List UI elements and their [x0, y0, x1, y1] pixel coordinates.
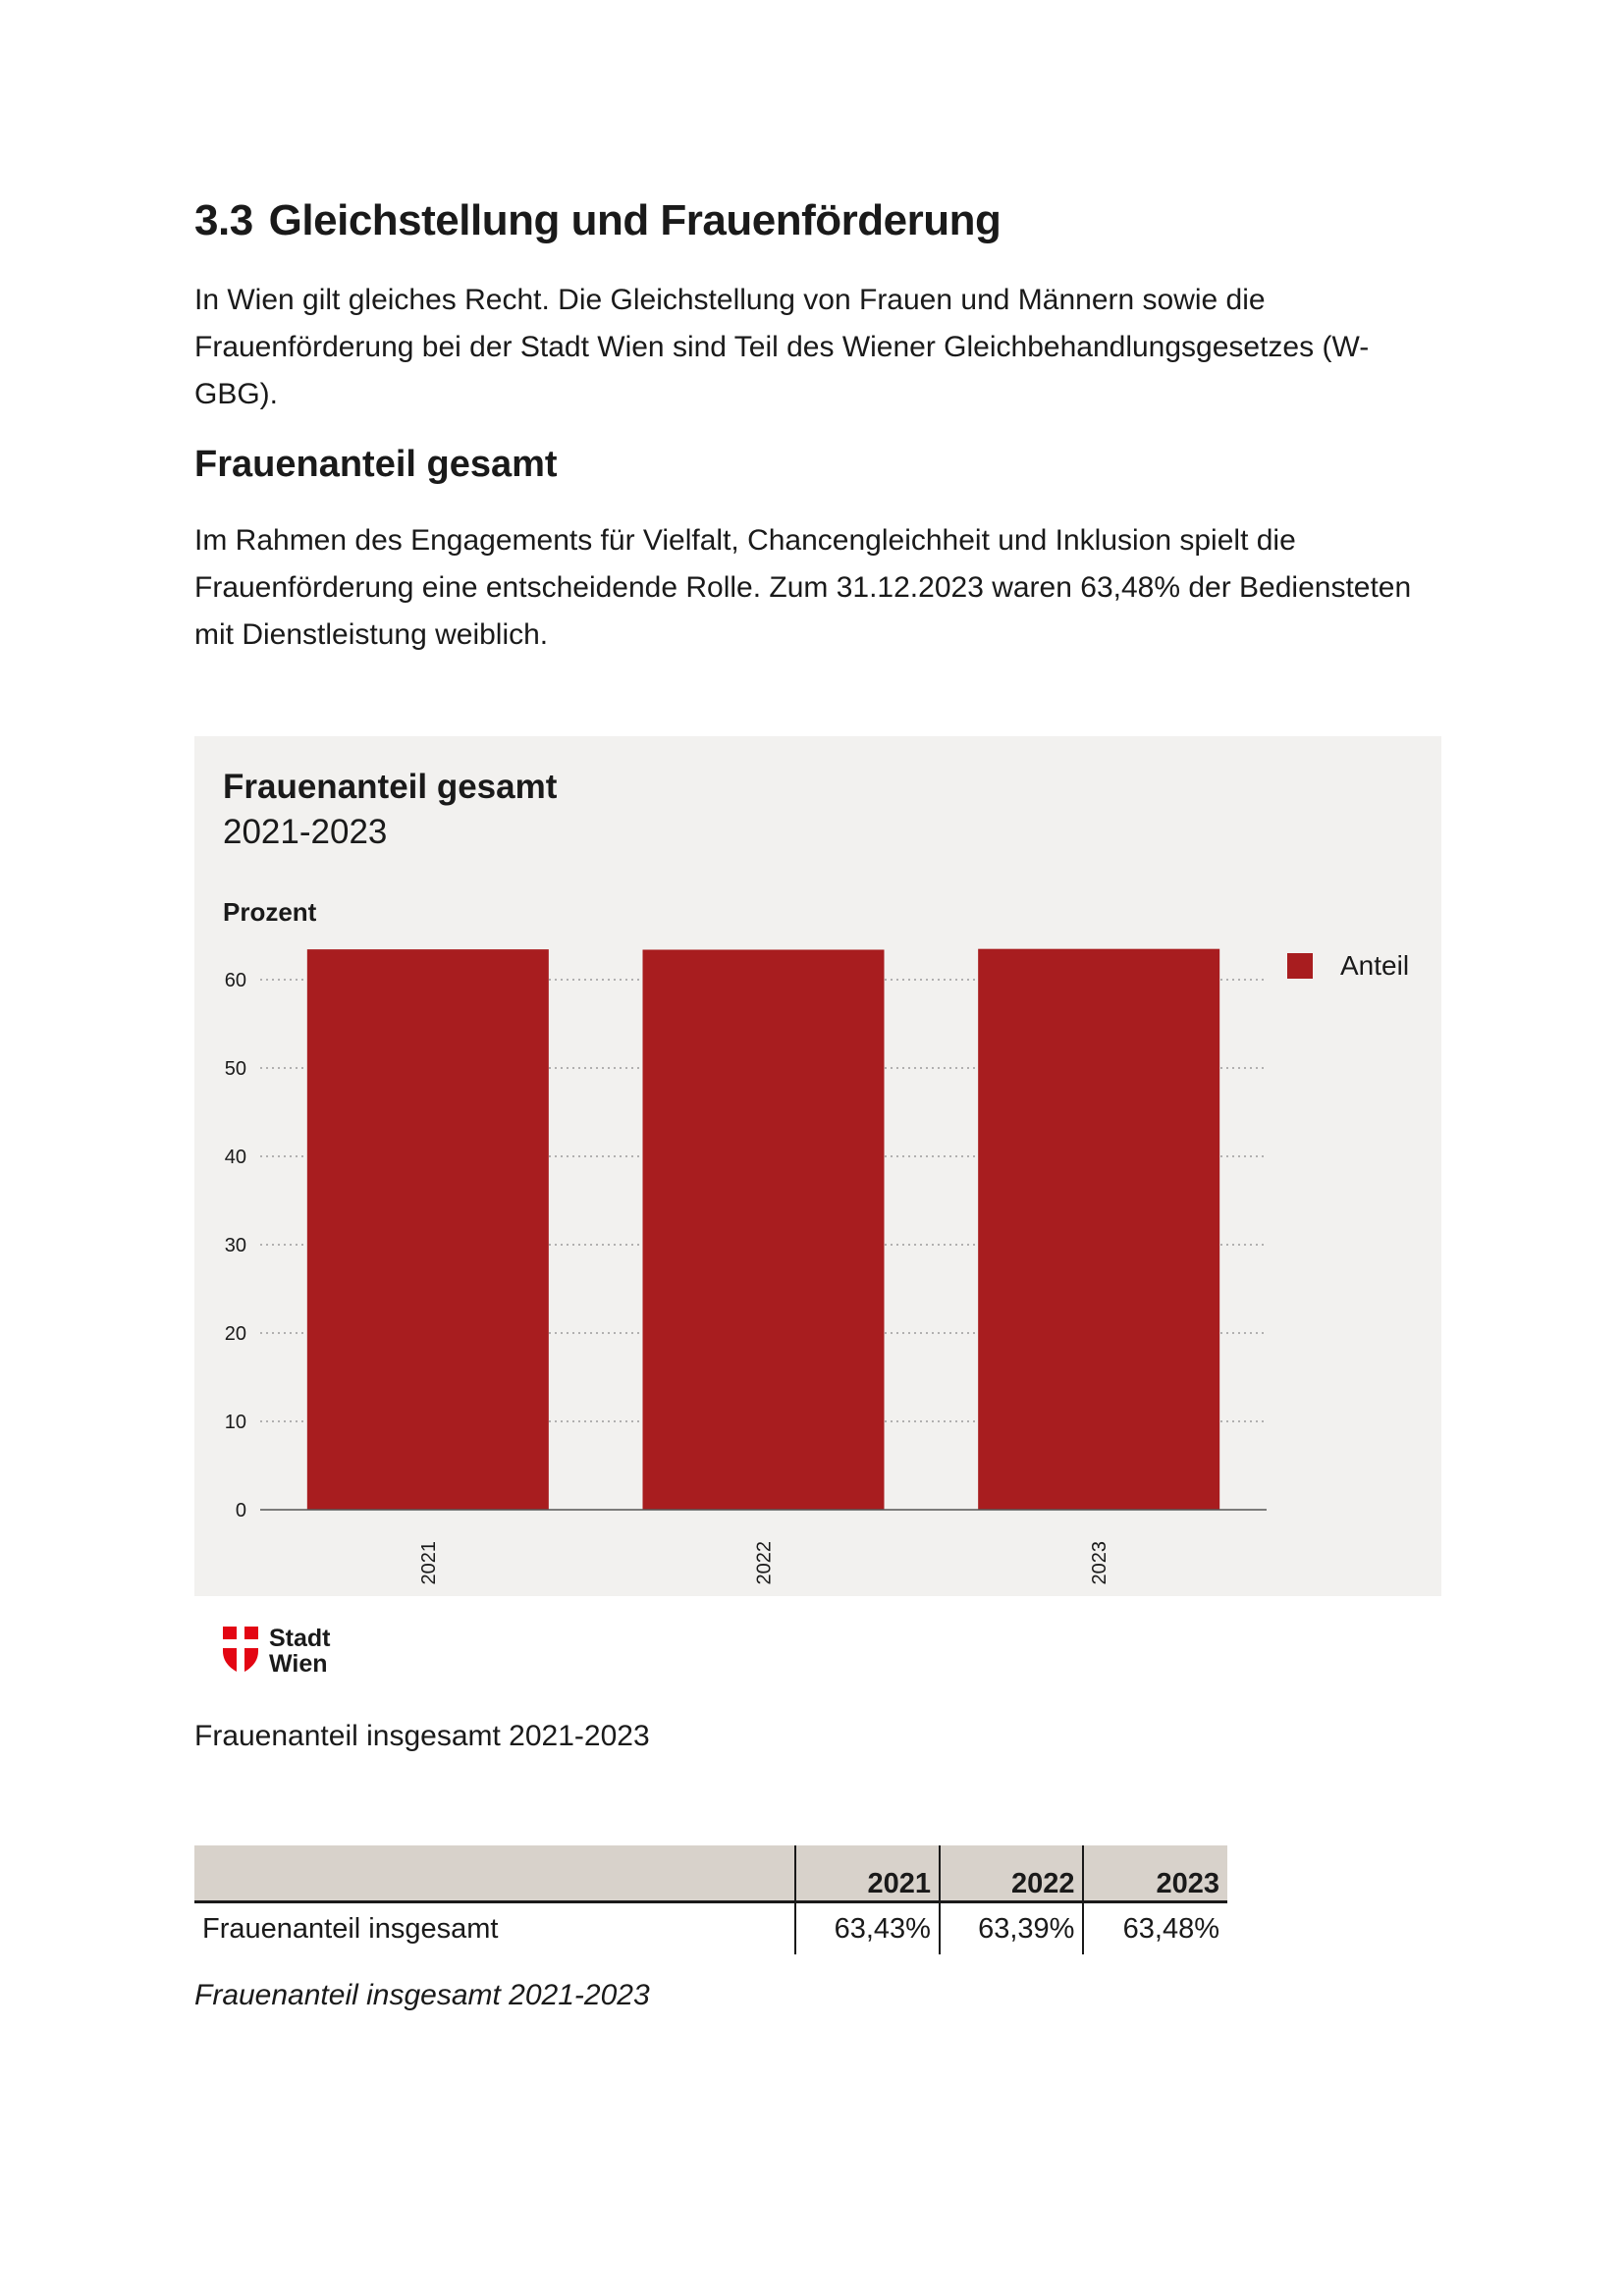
chart-title: Frauenanteil gesamt: [223, 768, 558, 806]
table-header-cell: [194, 1845, 795, 1902]
bar-2022: [643, 949, 885, 1510]
table-header-row: [194, 1845, 1227, 1902]
intro-paragraph: In Wien gilt gleiches Recht. Die Gleichstellung von Frauen und Männern sowie die Frauenförderung bei der Stadt Wien sind Teil des Wiener Gleichbehandlungsgesetzes (W-GBG).: [194, 284, 1370, 410]
logo-text: [269, 1626, 331, 1677]
x-tick-label: 2021: [417, 1541, 440, 1585]
chart-subtitle: 2021-2023: [223, 813, 388, 851]
y-tick-label: 20: [224, 1323, 246, 1345]
chart-legend: [1287, 950, 1409, 982]
logo-line-2: Wien: [269, 1650, 328, 1678]
y-tick-label: 60: [224, 970, 246, 991]
legend-swatch: [1287, 953, 1313, 979]
table-cell-label: Frauenanteil insgesamt: [202, 1912, 499, 1945]
section-title: [194, 196, 1001, 245]
y-tick-label: 40: [224, 1147, 246, 1168]
bar-2023: [978, 949, 1219, 1510]
y-tick-label: 0: [235, 1500, 246, 1522]
table-cell: 63,48%: [1083, 1902, 1227, 1955]
table-row: [194, 1902, 1227, 1955]
section-title-text: Gleichstellung und Frauenförderung: [268, 196, 1001, 244]
table-header-cell: 2021: [795, 1845, 940, 1902]
table-caption: Frauenanteil insgesamt 2021-2023: [194, 1979, 650, 2011]
data-table: [194, 1845, 1227, 1954]
x-tick-label: 2023: [1089, 1541, 1111, 1585]
subsection-title: Frauenanteil gesamt: [194, 444, 558, 485]
vienna-shield-icon: [222, 1626, 259, 1675]
bar-chart: [194, 736, 1441, 1596]
y-tick-label: 50: [224, 1058, 246, 1080]
stadt-wien-logo: [222, 1626, 331, 1677]
table-cell: 63,39%: [940, 1902, 1084, 1955]
chart-panel: [194, 736, 1441, 1596]
logo-line-1: Stadt: [269, 1625, 331, 1652]
table-header-cell: 2022: [940, 1845, 1084, 1902]
subsection-paragraph: Im Rahmen des Engagements für Vielfalt, Chancengleichheit und Inklusion spielt die Frauenförderung eine entscheidende Rolle. Zum 31.12.2023 waren 63,48% der Bediensteten mit Dienstleistung weiblich.: [194, 524, 1412, 651]
y-axis-label: Prozent: [223, 897, 317, 927]
bar-2021: [307, 949, 549, 1510]
section-number: 3.3: [194, 196, 253, 244]
y-tick-label: 30: [224, 1235, 246, 1256]
table-header-cell: 2023: [1083, 1845, 1227, 1902]
figure-caption: Frauenanteil insgesamt 2021-2023: [194, 1720, 650, 1752]
legend-label: Anteil: [1340, 950, 1410, 981]
table-cell: 63,43%: [795, 1902, 940, 1955]
y-tick-label: 10: [224, 1412, 246, 1433]
x-tick-label: 2022: [753, 1541, 776, 1585]
